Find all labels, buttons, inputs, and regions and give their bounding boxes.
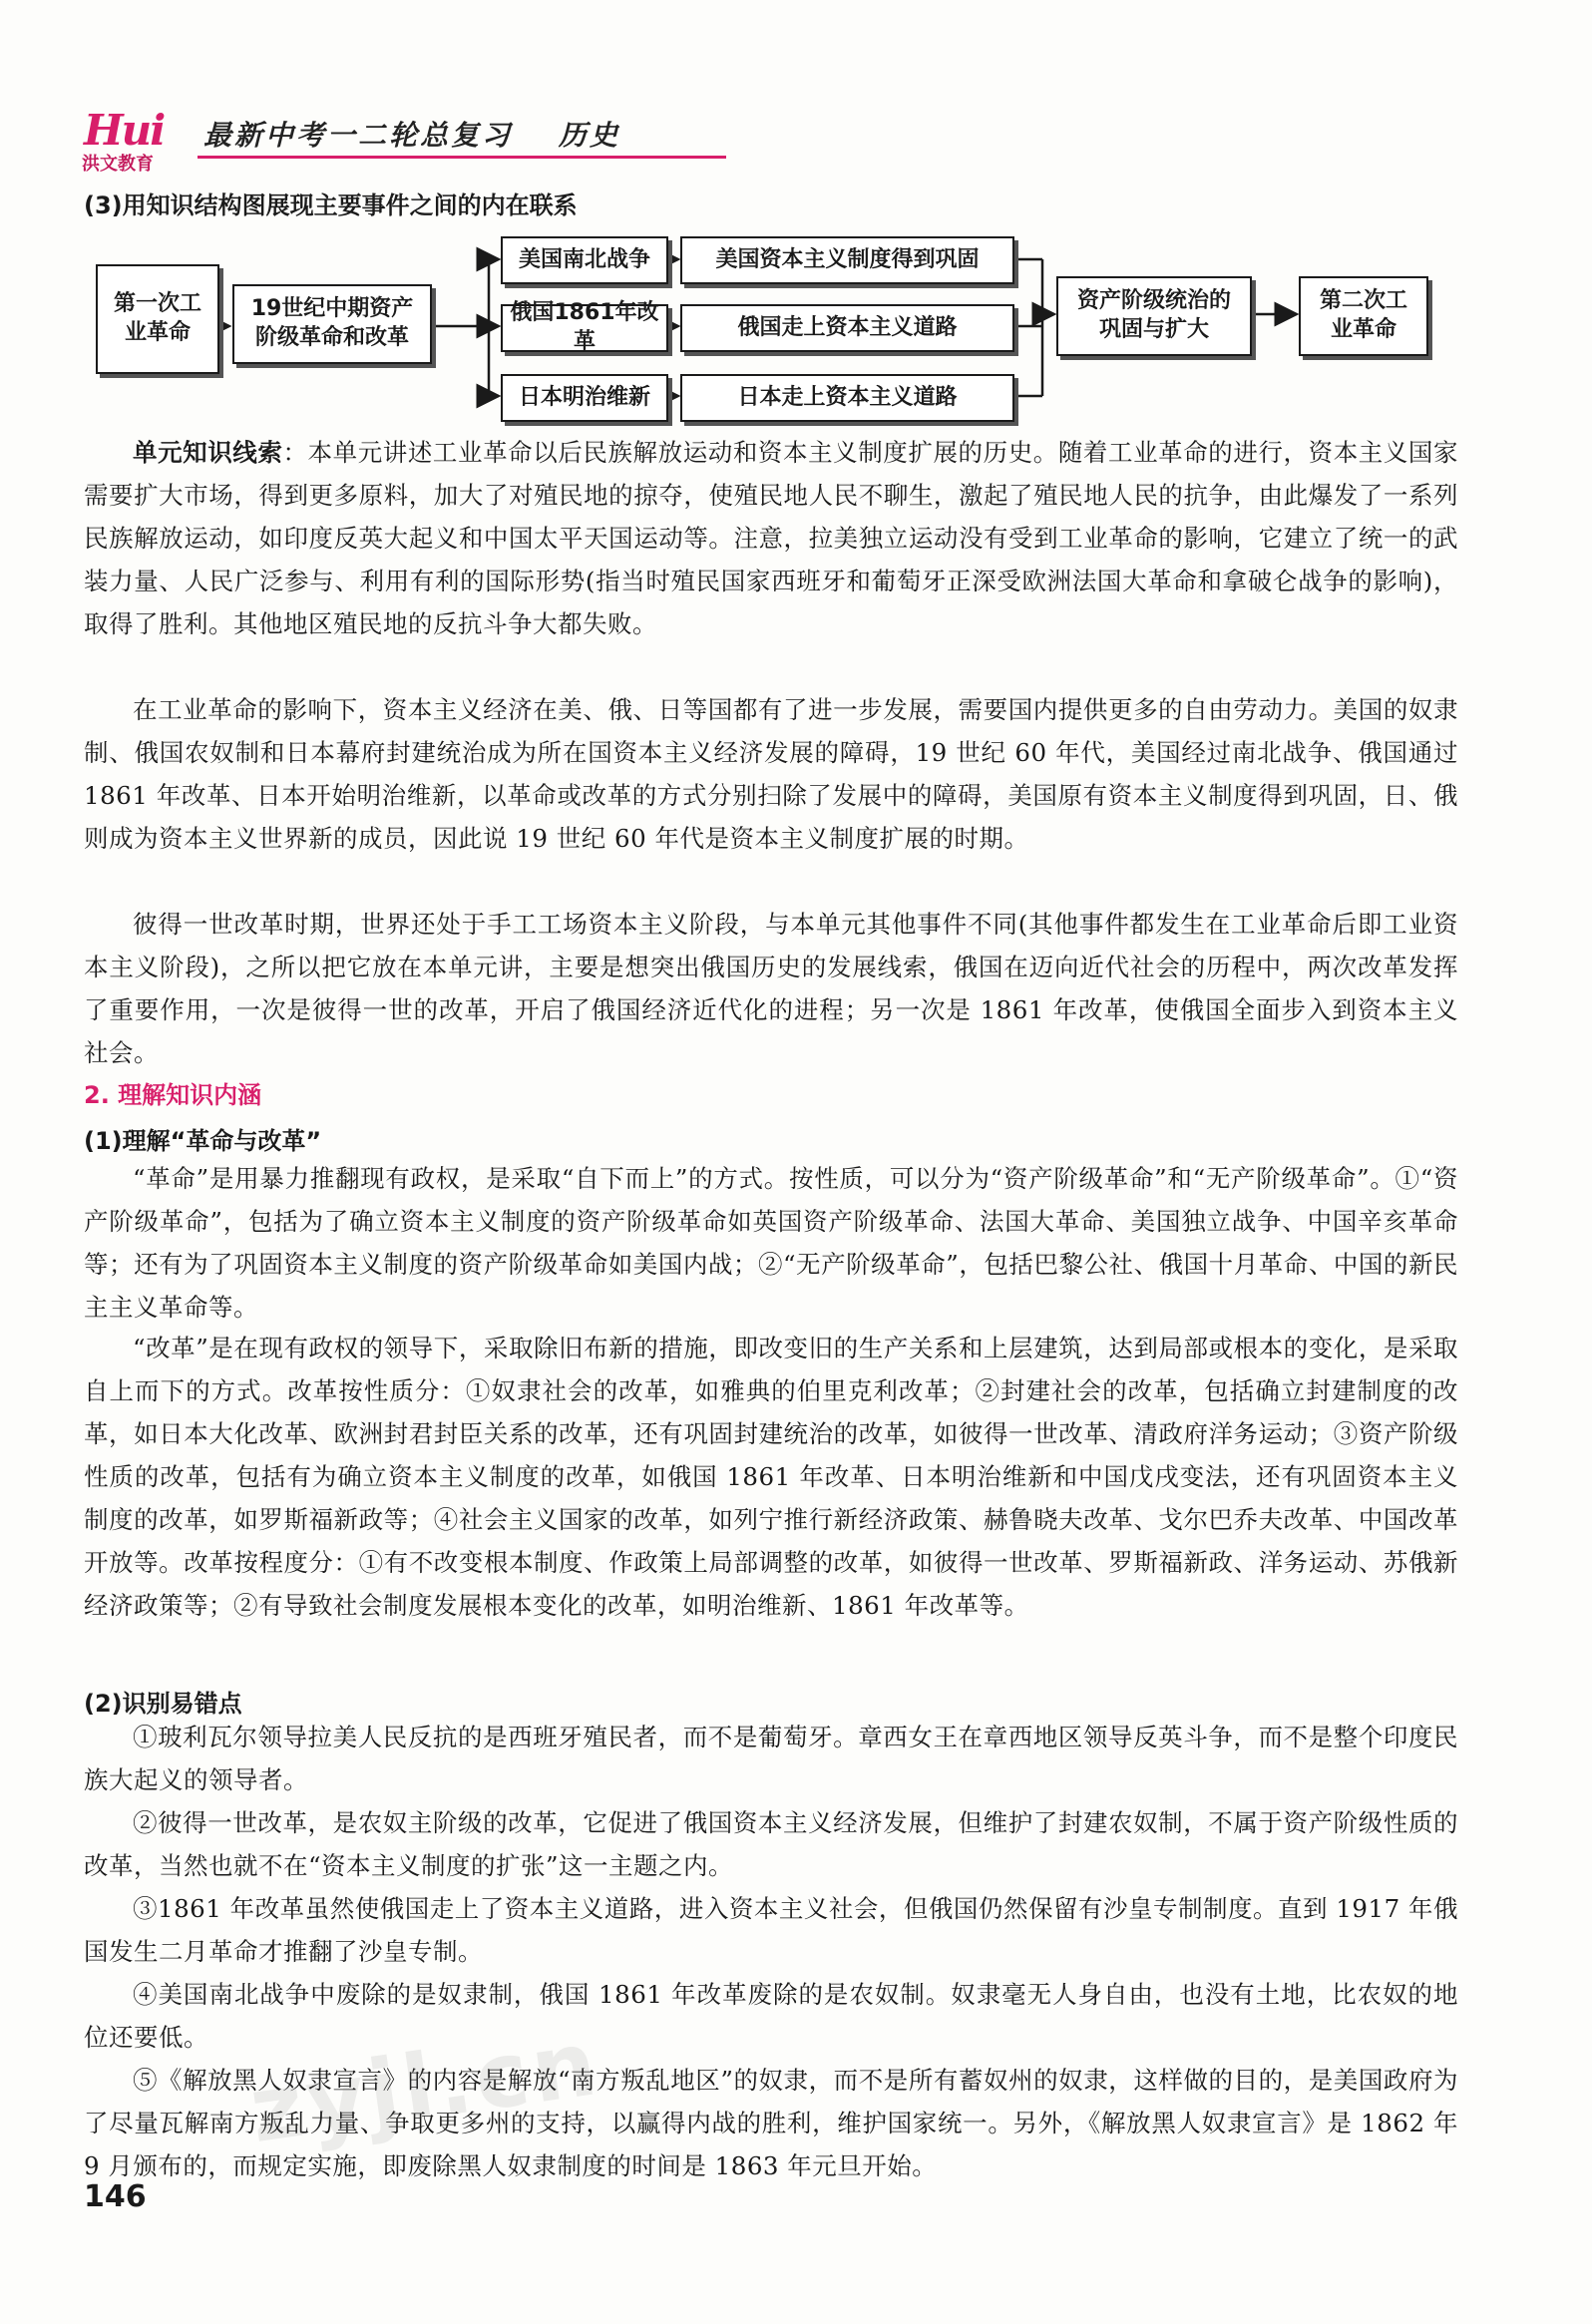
sub2-heading: (2)识别易错点 <box>84 1690 242 1718</box>
watermark: zyjl.cn <box>243 2010 606 2164</box>
error-point-4: ④美国南北战争中废除的是奴隶制，俄国 1861 年改革废除的是农奴制。奴隶毫无人身自由，也没有土地，比农奴的地位还要低。 <box>84 1980 1458 2052</box>
node-result-us: 美国资本主义制度得到巩固 <box>680 236 1014 284</box>
node-result-russia: 俄国走上资本主义道路 <box>680 304 1014 352</box>
node-mid-19c-revolutions: 19世纪中期资产阶级革命和改革 <box>232 284 432 364</box>
page-header <box>80 100 648 175</box>
error-point-1: ①玻利瓦尔领导拉美人民反抗的是西班牙殖民者，而不是葡萄牙。章西女王在章西地区领导反英斗争，而不是整个印度民族大起义的领导者。 <box>84 1723 1458 1794</box>
error-point-3: ③1861 年改革虽然使俄国走上了资本主义道路，进入资本主义社会，但俄国仍然保留有沙皇专制制度。直到 1917 年俄国发生二月革命才推翻了沙皇专制。 <box>84 1894 1458 1966</box>
sub1-heading: (1)理解“革命与改革” <box>84 1127 322 1155</box>
paragraph-lead: 单元知识线索 <box>133 438 283 467</box>
node-event-us-civil-war: 美国南北战争 <box>501 236 668 284</box>
paragraph-unit-overview <box>84 431 1458 645</box>
paragraph-industrial-impact: 在工业革命的影响下，资本主义经济在美、俄、日等国都有了进一步发展，需要国内提供更多的自由劳动力。美国的奴隶制、俄国农奴制和日本幕府封建统治成为所在国资本主义经济发展的障碍，19 世纪 60 年代，美国经过南北战争、俄国通过 1861 年改革、日本开始明治维新，以革命或改革的方式分别扫除了发展中的障碍，美国原有资本主义制度得到巩固，日、俄则成为资本主义世界新的成员，因此说 19 世纪 60 年代是资本主义制度扩展的时期。 <box>84 695 1458 853</box>
section2-title: 2. 理解知识内涵 <box>84 1081 262 1109</box>
node-second-industrial-revolution: 第二次工业革命 <box>1299 276 1428 356</box>
paragraph-peter-reform: 彼得一世改革时期，世界还处于手工工场资本主义阶段，与本单元其他事件不同(其他事件都发生在工业革命后即工业资本主义阶段)，之所以把它放在本单元讲，主要是想突出俄国历史的发展线索，俄国在迈向近代社会的历程中，两次改革发挥了重要作用，一次是彼得一世的改革，开启了俄国经济近代化的进程；另一次是 1861 年改革，使俄国全面步入到资本主义社会。 <box>84 910 1458 1067</box>
publisher-logo: Hui <box>84 106 165 155</box>
paragraph-reform: “改革”是在现有政权的领导下，采取除旧布新的措施，即改变旧的生产关系和上层建筑，达到局部或根本的变化，是采取自上而下的方式。改革按性质分：①奴隶社会的改革，如雅典的伯里克利改革；②封建社会的改革，包括确立封建制度的改革，如日本大化改革、欧洲封君封臣关系的改革，还有巩固封建统治的改革，如彼得一世改革、清政府洋务运动；③资产阶级性质的改革，包括有为确立资本主义制度的改革，如俄国 1861 年改革、日本明治维新和中国戊戌变法，还有巩固资本主义制度的改革，如罗斯福新政等；④社会主义国家的改革，如列宁推行新经济政策、赫鲁晓夫改革、戈尔巴乔夫改革、中国改革开放等。改革按程度分：①有不改变根本制度、作政策上局部调整的改革，如彼得一世改革、罗斯福新政、洋务运动、苏俄新经济政策等；②有导致社会制度发展根本变化的改革，如明治维新、1861 年改革等。 <box>84 1334 1458 1620</box>
node-first-industrial-revolution: 第一次工业革命 <box>96 264 219 374</box>
error-point-2: ②彼得一世改革，是农奴主阶级的改革，它促进了俄国资本主义经济发展，但维护了封建农奴制，不属于资产阶级性质的改革，当然也就不在“资本主义制度的扩张”这一主题之内。 <box>84 1808 1458 1880</box>
node-event-meiji: 日本明治维新 <box>501 374 668 422</box>
paragraph-text: ：本单元讲述工业革命以后民族解放运动和资本主义制度扩展的历史。随着工业革命的进行，资本主义国家需要扩大市场，得到更多原料，加大了对殖民地的掠夺，使殖民地人民不聊生，激起了殖民地人民的抗争，由此爆发了一系列民族解放运动，如印度反英大起义和中国太平天国运动等。注意，拉美独立运动没有受到工业革命的影响，它建立了统一的武装力量、人民广泛参与、利用有利的国际形势(指当时殖民国家西班牙和葡萄牙正深受欧洲法国大革命和拿破仑战争的影响)，取得了胜利。其他地区殖民地的反抗斗争大都失败。 <box>84 438 1459 638</box>
header-rule <box>198 156 726 159</box>
paragraph-revolution: “革命”是用暴力推翻现有政权，是采取“自下而上”的方式。按性质，可以分为“资产阶级革命”和“无产阶级革命”。①“资产阶级革命”，包括为了确立资本主义制度的资产阶级革命如英国资产阶级革命、法国大革命、美国独立战争、中国辛亥革命等；还有为了巩固资本主义制度的资产阶级革命如美国内战；②“无产阶级革命”，包括巴黎公社、俄国十月革命、中国的新民主主义革命等。 <box>84 1164 1458 1322</box>
publisher-name: 洪文教育 <box>82 154 154 175</box>
knowledge-diagram <box>90 234 1466 419</box>
page-number: 146 <box>84 2179 147 2214</box>
section3-heading: (3)用知识结构图展现主要事件之间的内在联系 <box>84 192 578 219</box>
node-result-japan: 日本走上资本主义道路 <box>680 374 1014 422</box>
node-event-russia-1861: 俄国1861年改革 <box>501 304 668 352</box>
book-subject: 历史 <box>559 119 621 152</box>
error-point-5: ⑤《解放黑人奴隶宣言》的内容是解放“南方叛乱地区”的奴隶，而不是所有蓄奴州的奴隶，这样做的目的，是美国政府为了尽量瓦解南方叛乱力量、争取更多州的支持，以赢得内战的胜利，维护国家统一。另外，《解放黑人奴隶宣言》是 1862 年 9 月颁布的，而规定实施，即废除黑人奴隶制度的时间是 1863 年元旦开始。 <box>84 2066 1458 2180</box>
node-consolidation: 资产阶级统治的巩固与扩大 <box>1056 276 1252 356</box>
book-title: 最新中考一二轮总复习 <box>203 119 514 152</box>
